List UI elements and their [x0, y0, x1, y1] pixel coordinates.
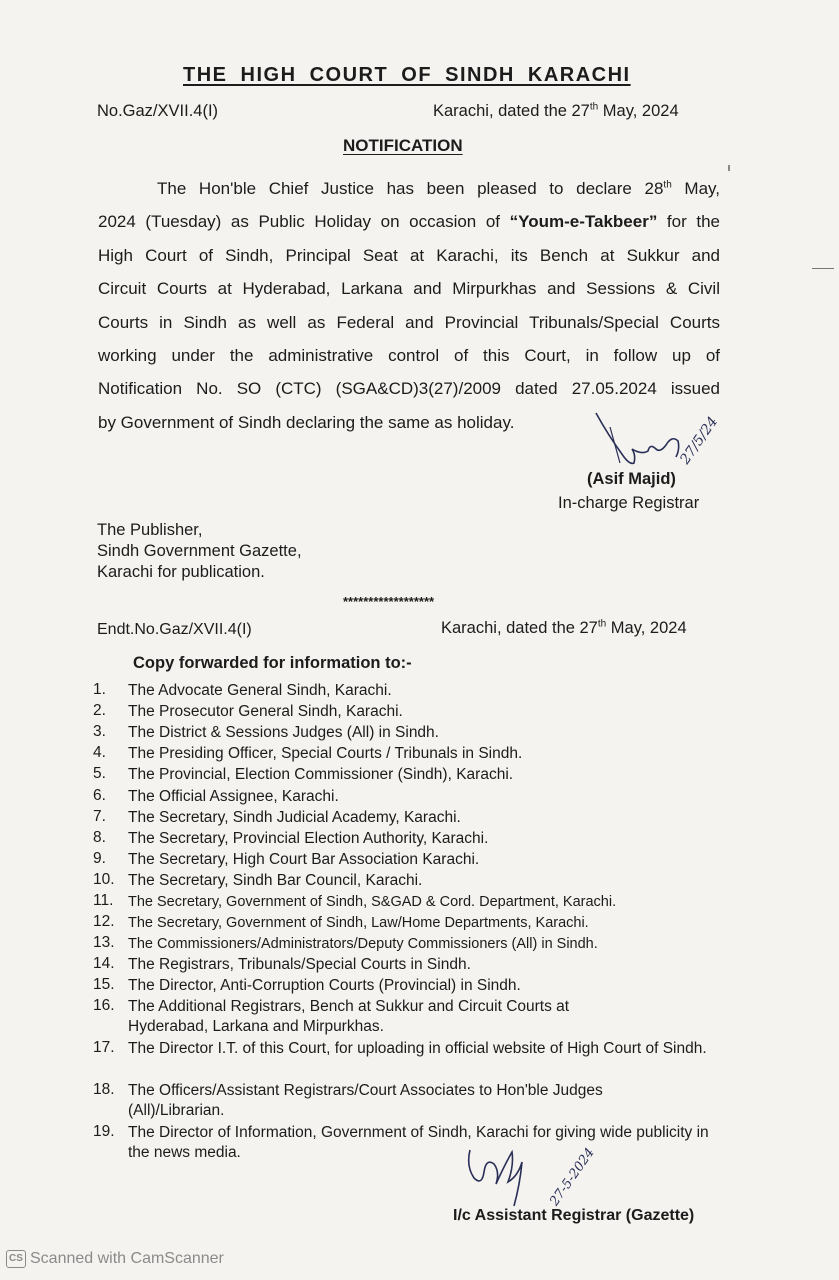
body-line: The Hon'ble Chief Justice has been pleased to declare 28th May, [157, 179, 720, 198]
notification-heading: NOTIFICATION [343, 136, 463, 155]
copy-forwarded-heading: Copy forwarded for information to:- [133, 654, 412, 672]
body-line: by Government of Sindh declaring the same as holiday. [98, 412, 515, 432]
body-line: Courts in Sindh as well as Federal and Provincial Tribunals/Special Courts [98, 312, 720, 332]
body-line: 2024 (Tuesday) as Public Holiday on occasion of “Youm-e-Takbeer” for the [98, 212, 720, 232]
publisher-line: The Publisher, [97, 521, 203, 539]
scan-mark [728, 165, 730, 171]
endorsement-number: Endt.No.Gaz/XVII.4(I) [97, 621, 252, 638]
body-line: High Court of Sindh, Principal Seat at Karachi, its Bench at Sukkur and [98, 245, 720, 265]
handwritten-signature [460, 1136, 600, 1216]
court-title: THE HIGH COURT OF SINDH KARACHI [183, 64, 631, 86]
body-line: Notification No. SO (CTC) (SGA&CD)3(27)/2009 dated 27.05.2024 issued [98, 379, 720, 399]
signature-date: 27-5-2024 [547, 1145, 598, 1209]
camscanner-watermark [6, 1250, 224, 1268]
signatory-designation: In-charge Registrar [558, 494, 700, 512]
issue-date: Karachi, dated the 27th May, 2024 [433, 101, 679, 120]
notification-body [98, 172, 720, 439]
notification-page: THE HIGH COURT OF SINDH KARACHI No.Gaz/XVII.4(I) Karachi, dated the 27th May, 2024 NOTIFICATION The Hon'ble Chief Justice has been pleased to declare 28th May, 2024 (Tuesday) as Public Holiday on occasion of “Youm-e-Takbeer” for the High Court of Sindh, Principal Seat at Karachi, its Bench at Sukkur and Circuit Courts at Hyderabad, Larkana and Mirpurkhas and Sessions & Civil Courts in Sindh as well as Federal and Provincial Tribunals/Special Courts working under the administrative control of this Court, in follow up of Notification No. SO (CTC) (SGA&CD)3(27)/2009 dated 27.05.2024 issued by Government of Sindh declaring the same as holiday. 27/5/24 (Asif Majid) In-charge Registrar The Publisher, Sindh Government Gazette, Karachi for publication. ****************** Endt.No.Gaz/XVII.4(I) Karachi, dated the 27th May, 2024 Copy forwarded for information to:- 1. The Advocate General Sindh, Karachi. 2. The Prosecutor General Sindh, Karachi. 3. The District & Sessions Judges (All) in Sindh. 4. The Presiding Officer, Special Courts / Tribunals in Sindh. 5. The Provincial, Election Commissioner (Sindh), Karachi. 6. The Official Assignee, Karachi. 7. The Secretary, Sindh Judicial Academy, Karachi. 8. The Secretary, Provincial Election Authority, Karachi. 9. The Secretary, High Court Bar Association Karachi. 10. The Secretary, Sindh Bar Council, Karachi. 11. The Secretary, Government of Sindh, S&GAD & Cord. Department, Karachi. 12. The Secretary, Government of Sindh, Law/Home Departments, Karachi. 13. The Commissioners/Administrators/Deputy Commissioners (All) in Sindh. 14. The Registrars, Tribunals/Special Courts in Sindh. 15. The Director, Anti-Corruption Courts (Provincial) in Sindh. 16. The Additional Registrars, Bench at Sukkur and Circuit Courts at Hyderabad, Larkana and Mirpurkhas. 17. The Director I.T. of this Court, for uploading in official website of High Court of Sindh. 18. The Officers/Assistant Registrars/Court Associates to Hon'ble Judges (All)/Librarian. 19. The Director of Information, Government of Sindh, Karachi for giving wide publicity in the news media. 27-5-2024 I/c Assistant Registrar (Gazette) CS Scanned with CamScanner [0, 0, 839, 1280]
body-line: Circuit Courts at Hyderabad, Larkana and Mirpurkhas and Sessions & Civil [98, 279, 720, 299]
signatory-name: (Asif Majid) [587, 470, 676, 488]
scan-mark [812, 268, 834, 269]
watermark-text: Scanned with CamScanner [30, 1250, 224, 1267]
reference-number: No.Gaz/XVII.4(I) [97, 102, 219, 120]
publisher-line: Karachi for publication. [97, 563, 265, 581]
signature-date: 27/5/24 [677, 413, 722, 468]
body-line: working under the administrative control of this Court, in follow up of [98, 345, 720, 365]
camscanner-icon: CS [6, 1250, 26, 1268]
separator: ****************** [343, 594, 435, 609]
publisher-line: Sindh Government Gazette, [97, 542, 302, 560]
assistant-registrar-designation: I/c Assistant Registrar (Gazette) [453, 1207, 695, 1224]
endorsement-date: Karachi, dated the 27th May, 2024 [441, 618, 687, 637]
